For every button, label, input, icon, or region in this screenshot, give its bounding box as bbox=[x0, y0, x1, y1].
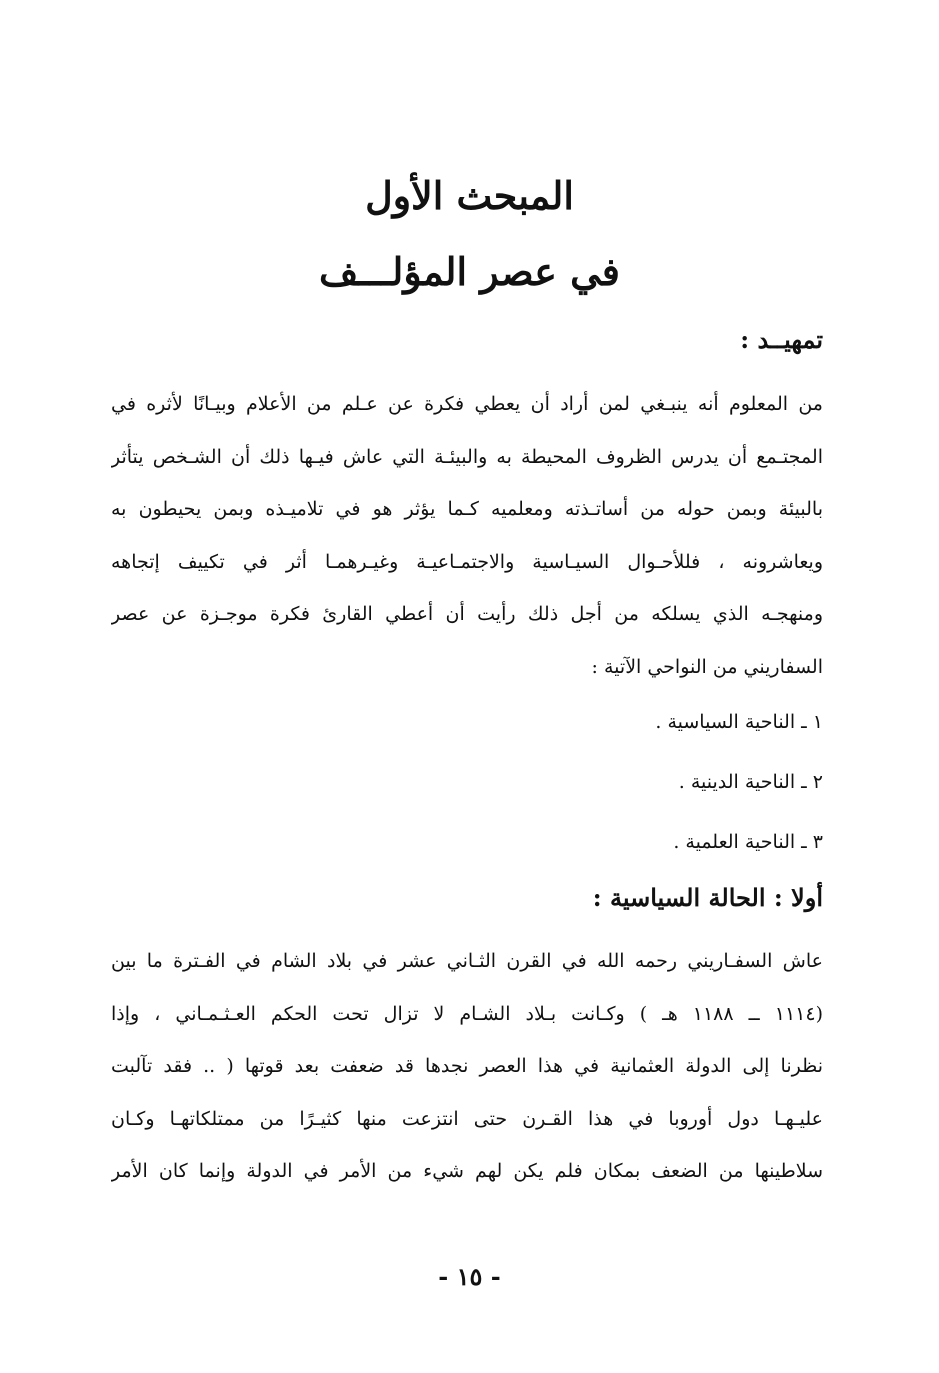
political-line: (١١١٤ ــ ١١٨٨ هـ ) وكـانت بـلاد الشـام لا تزال تحت الحكم العـثـمـاني ، وإذا bbox=[111, 1002, 823, 1025]
intro-line: ويعاشرونه ، فللأحـوال السيـاسية والاجتمـاعيـة وغيـرهمـا أثر في تكييف إتجاهه bbox=[111, 550, 823, 573]
page-number: - ١٥ - bbox=[438, 1262, 501, 1291]
intro-line: ومنهجـه الذي يسلكه من أجل ذلك رأيت أن أعطي القارئ فكرة موجـزة عن عصر bbox=[111, 603, 823, 625]
intro-paragraph bbox=[111, 378, 823, 693]
intro-line: السفاريني من النواحي الآتية : bbox=[591, 655, 823, 678]
political-heading: أولا : الحالة السياسية : bbox=[592, 883, 823, 912]
intro-heading: تمهيــد : bbox=[740, 325, 823, 354]
aspect-item: ٢ ـ الناحية الدينية . bbox=[678, 771, 823, 793]
intro-line: بالبيئة وبمن حوله من أساتـذته ومعلميه كـما يؤثر هو في تلاميـذه وبمن يحيطون به bbox=[111, 498, 823, 520]
aspect-item: ١ ـ الناحية السياسية . bbox=[655, 711, 823, 733]
political-paragraph bbox=[111, 935, 823, 1198]
intro-line: المجتـمع أن يدرس الظروف المحيطة به والبيئـة التي عاش فيـها ذلك أن الشـخص يتأثر bbox=[111, 445, 823, 468]
aspect-item: ٣ ـ الناحية العلمية . bbox=[673, 831, 823, 853]
political-line: سلاطينها من الضعف بمكان فلم يكن لهم شيء من الأمر في الدولة وإنما كان الأمر bbox=[111, 1160, 823, 1182]
political-line: عليـهـا دول أوروبا في هذا القـرن حتى انتزعت منها كثيـرًا من ممتلكاتهـا وكـان bbox=[111, 1107, 823, 1130]
chapter-subtitle: في عصر المؤلـــف bbox=[319, 249, 620, 294]
political-line: نظرنا إلى الدولة العثمانية في هذا العصر نجدها قد ضعفت بعد قوتها ( .. فقد تآلبت bbox=[111, 1055, 823, 1077]
aspects-list bbox=[423, 692, 823, 872]
intro-line: من المعلوم أنه ينبـغي لمن أراد أن يعطي فكرة عن عـلم من الأعلام وبيـانًا لأثره في bbox=[111, 393, 823, 415]
political-line: عاش السفـاريني رحمه الله في القرن الثـاني عشر في بلاد الشام في الفـترة ما بين bbox=[111, 950, 823, 972]
chapter-title: المبحث الأول bbox=[365, 173, 574, 218]
